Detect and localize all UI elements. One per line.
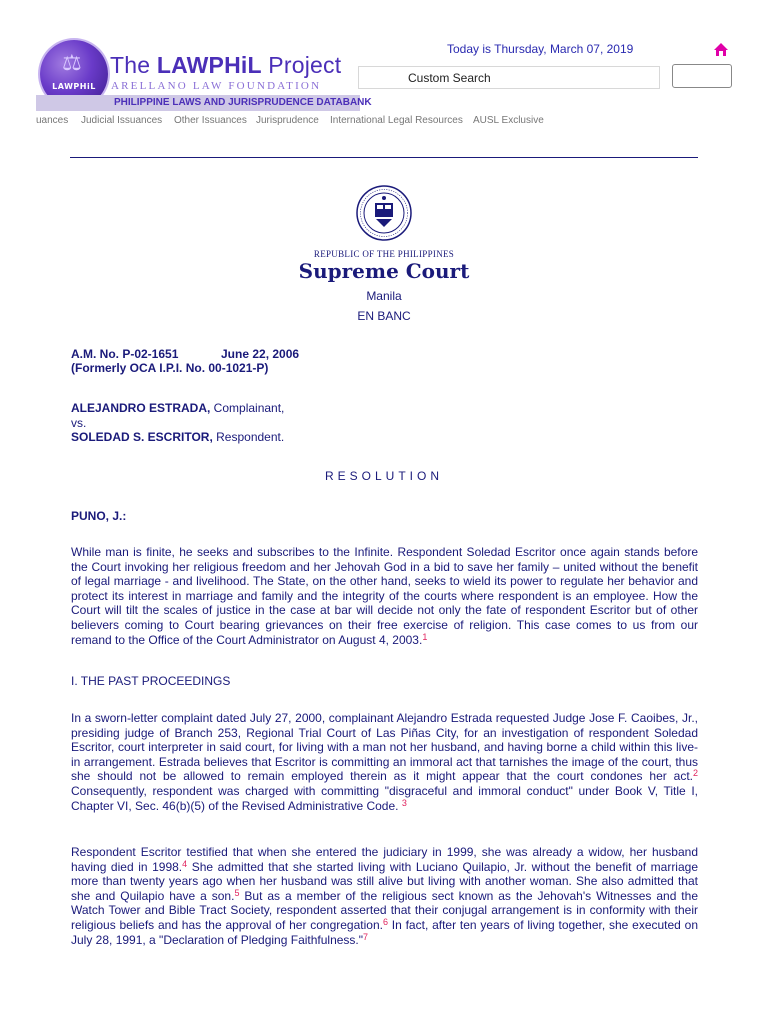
nav-item-other-issuances[interactable]: Other Issuances xyxy=(174,115,247,126)
supreme-court-seal-icon xyxy=(356,185,412,241)
nav-item-issuances[interactable]: uances xyxy=(36,115,69,126)
respondent-role: Respondent. xyxy=(212,430,285,444)
court-heading: Supreme Court xyxy=(298,259,470,283)
paragraph-2 xyxy=(71,711,698,813)
section-heading-past-proceedings: I. THE PAST PROCEEDINGS xyxy=(71,674,231,688)
site-title-suffix: Project xyxy=(261,52,342,78)
today-date: Today is Thursday, March 07, 2019 xyxy=(447,42,634,56)
footnote-ref-4[interactable]: 4 xyxy=(182,858,188,869)
complainant-role: Complainant, xyxy=(210,401,285,415)
custom-search-input[interactable]: Custom Search xyxy=(358,66,660,89)
ponente: PUNO, J.: xyxy=(71,509,127,523)
court-division: EN BANC xyxy=(357,309,411,323)
nav-item-international-legal-resources[interactable]: International Legal Resources xyxy=(330,115,463,126)
nav-item-judicial-issuances[interactable]: Judicial Issuances xyxy=(81,115,163,126)
home-icon[interactable] xyxy=(713,42,729,58)
footnote-ref-2[interactable]: 2 xyxy=(692,768,698,779)
versus: vs. xyxy=(71,416,87,430)
site-title[interactable] xyxy=(110,52,341,79)
footnote-ref-3[interactable]: 3 xyxy=(401,797,407,808)
scales-of-justice-icon: ⚖ xyxy=(62,50,82,75)
paragraph-3 xyxy=(71,845,698,947)
respondent xyxy=(71,430,284,444)
nav-item-ausl-exclusive[interactable]: AUSL Exclusive xyxy=(473,115,544,126)
logo-seal-text: LAWPHiL xyxy=(52,82,96,91)
site-title-bold: LAWPHiL xyxy=(156,52,262,78)
nav-item-jurisprudence[interactable]: Jurisprudence xyxy=(256,115,319,126)
footnote-ref-1[interactable]: 1 xyxy=(422,631,428,642)
resolution-heading: RESOLUTION xyxy=(324,469,443,483)
respondent-name: SOLEDAD S. ESCRITOR, xyxy=(71,430,213,444)
foundation-name: ARELLANO LAW FOUNDATION xyxy=(111,80,322,92)
paragraph-1 xyxy=(71,545,698,647)
databank-label: PHILIPPINE LAWS AND JURISPRUDENCE DATABANK xyxy=(114,97,372,108)
complainant-name: ALEJANDRO ESTRADA, xyxy=(71,401,211,415)
complainant xyxy=(71,401,284,415)
case-number: A.M. No. P-02-1651 xyxy=(71,347,179,361)
site-title-prefix: The xyxy=(110,52,157,78)
header-divider xyxy=(70,157,698,158)
footnote-ref-5[interactable]: 5 xyxy=(234,887,240,898)
footnote-ref-7[interactable]: 7 xyxy=(363,931,369,942)
paragraph-3-text-a: Respondent Escritor testified that when she entered the judiciary in 1999, she was already a widow, her husband having died in 1998. xyxy=(71,845,698,874)
case-date: June 22, 2006 xyxy=(221,347,300,361)
court-city: Manila xyxy=(366,289,402,303)
paragraph-1-text: While man is finite, he seeks and subscribes to the Infinite. Respondent Soledad Escritor once again stands before the Court invoking her religious freedom and her Jehovah God in a bid to save her family – united without the benefit of legal marriage - and livelihood. The State, on the other hand, seeks to wield its power to regulate her behavior and protect its interest in marriage and family and the integrity of the courts where respondent is an employee. How the Court will tilt the scales of justice in the case at bar will decide not only the fate of respondent Escritor but of other believers coming to Court bearing grievances on their free exercise of religion. This case comes to us from our remand to the Office of the Court Administrator on August 4, 2003. xyxy=(71,545,698,647)
paragraph-3-text-c: But as a member of the religious sect known as the Jehovah's Witnesses and the Watch Tower and Bible Tract Society, respondent asserted that their conjugal arrangement is in conformity with their religious beliefs and has the approval of her congregation. xyxy=(71,888,698,932)
databank-banner xyxy=(36,95,372,111)
republic-heading: REPUBLIC OF THE PHILIPPINES xyxy=(313,249,455,259)
case-formerly: (Formerly OCA I.P.I. No. 00-1021-P) xyxy=(71,361,269,375)
paragraph-2-text-a: In a sworn-letter complaint dated July 27, 2000, complainant Alejandro Estrada requested Judge Jose F. Caoibes, Jr., presiding judge of Branch 253, Regional Trial Court of Las Piñas City, for an investigation of respondent Soledad Escritor, court interpreter in said court, for living with a man not her husband, and having borne a child within this live-in arrangement. Estrada believes that Escritor is committing an immoral act that tarnishes the image of the court, thus she should not be allowed to remain employed therein as it might appear that the court condones her act. xyxy=(71,711,698,784)
paragraph-3-text-b: She admitted that she started living with Luciano Quilapio, Jr. without the benefit of marriage more than twenty years ago when her husband was still alive but living with another woman. She also admitted that she and Quilapio have a son. xyxy=(71,859,698,903)
footnote-ref-6[interactable]: 6 xyxy=(382,916,388,927)
search-button[interactable] xyxy=(672,64,732,88)
paragraph-2-text-b: Consequently, respondent was charged with committing "disgraceful and immoral conduct" under Book V, Title I, Chapter VI, Sec. 46(b)(5) of the Revised Administrative Code. xyxy=(71,783,698,813)
paragraph-3-text-d: In fact, after ten years of living together, she executed on July 28, 1991, a "Declaration of Pledging Faithfulness." xyxy=(71,917,699,947)
